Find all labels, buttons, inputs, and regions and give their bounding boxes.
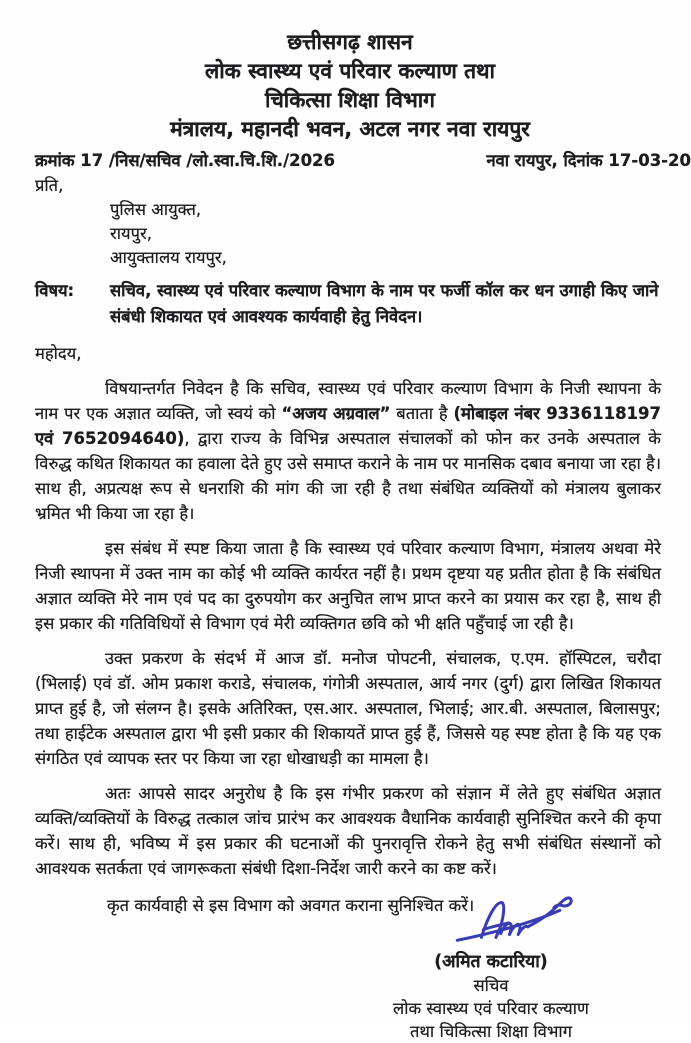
- letter-number: क्रमांक 17 /निस/सचिव /लो.स्वा.चि.शि./2026: [35, 151, 336, 170]
- signatory-department-line1: लोक स्वास्थ्य एवं परिवार कल्याण: [393, 999, 589, 1018]
- letterhead-government: छत्तीसगढ़ शासन: [287, 30, 413, 54]
- body-paragraph: उक्त प्रकरण के संदर्भ में आज डॉ. मनोज पोपटनी, संचालक, ए.एम. हॉस्पिटल, चरौदा (भिलाई) एवं डॉ. ओम प्रकाश कराडे, संचालक, गंगोत्री अस्पताल, आर्य नगर (दुर्ग) द्वारा लिखित शिकायत प्राप्त हुई है, जो संलग्न है। इसके अतिरिक्त, एस.आर. अस्पताल, भिलाई; आर.बी. अस्पताल, बिलासपुर; तथा हाईटेक अस्पताल द्वारा भी इसी प्रकार की शिकायतें प्राप्त हुई हैं, जिससे यह स्पष्ट होता है कि यह एक संगठित एवं व्यापक स्तर पर किया जा रहा धोखाधड़ी का मामला है।: [35, 649, 661, 768]
- body-paragraph: विषयान्तर्गत निवेदन है कि सचिव, स्वास्थ्य एवं परिवार कल्याण विभाग के निजी स्थापना के नाम पर एक अज्ञात व्यक्ति, जो स्वयं को “अजय अग्रवाल” बताता है (मोबाइल नंबर 9336118197 एवं 7652094640), द्वारा राज्य के विभिन्न अस्पताल संचालकों को फोन कर उनके अस्पताल के विरुद्ध कथित शिकायत का हवाला देते हुए उसे समाप्त कराने के नाम पर मानसिक दबाव बनाया जा रहा है। साथ ही, अप्रत्यक्ष रूप से धनराशि की मांग की जा रही है तथा संबंधित व्यक्तियों को मंत्रालय बुलाकर भ्रमित भी किया जा रहा है।: [35, 379, 662, 523]
- closing-request: कृत कार्यवाही से इस विभाग को अवगत कराना सुनिश्चित करें।: [107, 896, 475, 915]
- addressee-line: आयुक्तालय रायपुर,: [110, 248, 227, 267]
- signatory-name: (अमित कटारिया): [434, 952, 548, 972]
- addressee-line: पुलिस आयुक्त,: [110, 200, 202, 219]
- body-paragraph: अतः आपसे सादर अनुरोध है कि इस गंभीर प्रकरण को संज्ञान में लेते हुए संबंधित अज्ञात व्यक्ति/व्यक्तियों के विरुद्ध तत्काल जांच प्रारंभ कर आवश्यक वैधानिक कार्यवाही सुनिश्चित करने की कृपा करें। साथ ही, भविष्य में इस प्रकार की घटनाओं की पुनरावृत्ति रोकने हेतु सभी संबंधित संस्थानों को आवश्यक सतर्कता एवं जागरूकता संबंधी दिशा-निर्देश जारी करने का कष्ट करें।: [35, 784, 661, 878]
- place-and-date: नवा रायपुर, दिनांक 17-03-20: [486, 151, 691, 170]
- subject-row: [35, 278, 665, 330]
- letterhead-department-line1: लोक स्वास्थ्य एवं परिवार कल्याण तथा: [205, 59, 495, 83]
- signatory-department-line2: तथा चिकित्सा शिक्षा विभाग: [409, 1022, 572, 1041]
- letterhead-address: मंत्रालय, महानदी भवन, अटल नगर नवा रायपुर: [170, 117, 530, 141]
- subject-text: सचिव, स्वास्थ्य एवं परिवार कल्याण विभाग के नाम पर फर्जी कॉल कर धन उगाही किए जाने संबंधी शिकायत एवं आवश्यक कार्यवाही हेतु निवेदन।: [110, 281, 659, 326]
- letterhead: [35, 28, 665, 144]
- salutation: महोदय,: [35, 344, 82, 363]
- subject-label: विषय:: [35, 281, 75, 300]
- addressee-lines: [35, 198, 665, 270]
- reference-row: [35, 148, 691, 174]
- letterhead-department-line2: चिकित्सा शिक्षा विभाग: [265, 88, 435, 112]
- addressee-line: रायपुर,: [110, 224, 152, 243]
- signatory-designation: सचिव: [473, 976, 509, 995]
- body-paragraph: इस संबंध में स्पष्ट किया जाता है कि स्वास्थ्य एवं परिवार कल्याण विभाग, मंत्रालय अथवा मेरे निजी स्थापना में उक्त नाम का कोई भी व्यक्ति कार्यरत नहीं है। प्रथम दृष्टया यह प्रतीत होता है कि संबंधित अज्ञात व्यक्ति मेरे नाम एवं पद का दुरुपयोग कर अनुचित लाभ प्राप्त करने का प्रयास कर रहा है, साथ ही इस प्रकार की गतिविधियों से विभाग एवं मेरी व्यक्तिगत छवि को भी क्षति पहुँचाई जा रही है।: [35, 539, 661, 633]
- addressee-label: प्रति,: [35, 176, 64, 195]
- body-paragraphs: [35, 376, 665, 881]
